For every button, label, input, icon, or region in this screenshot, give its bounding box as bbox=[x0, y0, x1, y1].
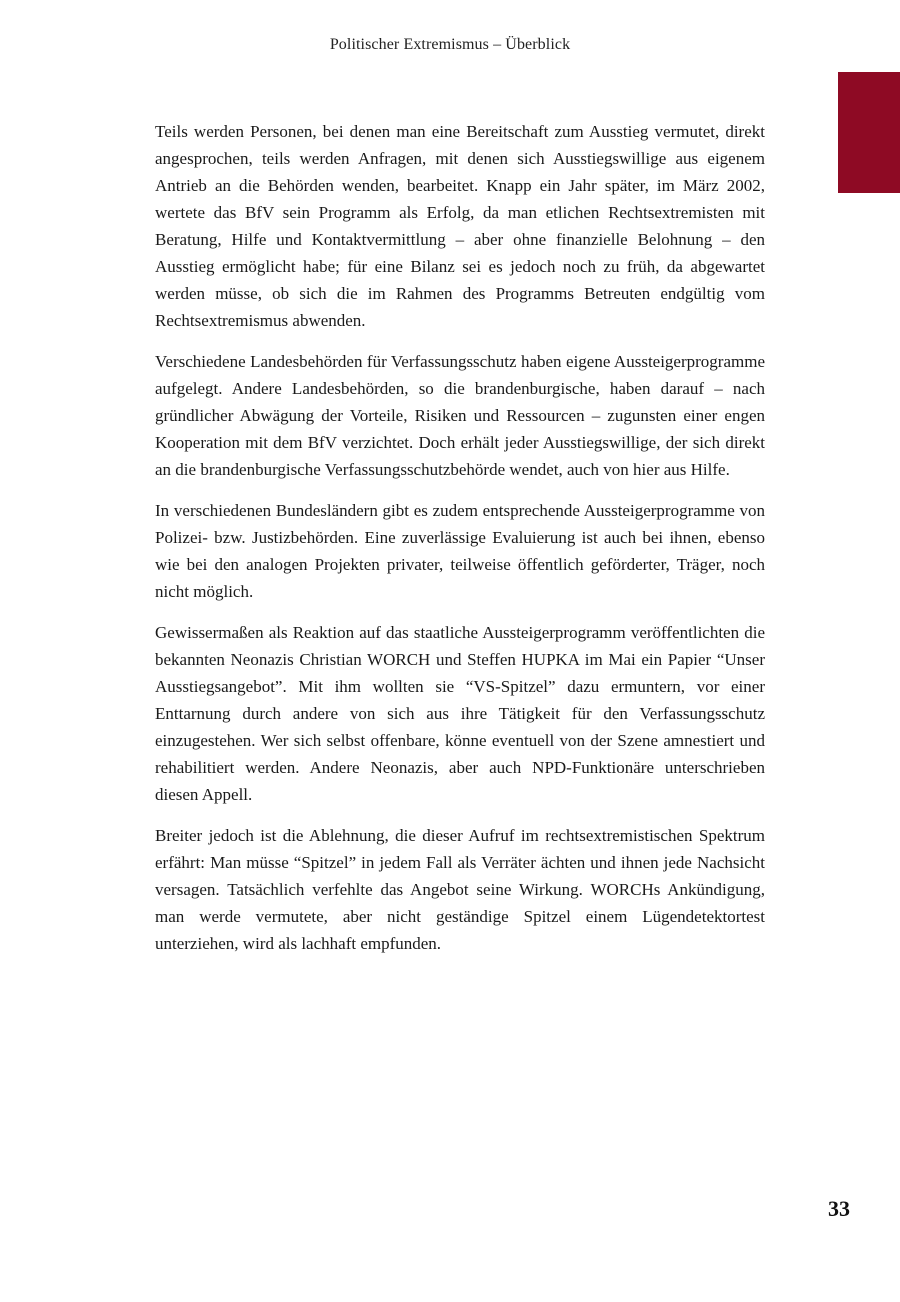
paragraph-3: In verschiedenen Bundesländern gibt es zudem entsprechende Aussteigerprogramme von Polizei- bzw. Justizbehörden. Eine zuverlässige Evaluierung ist auch bei ihnen, ebenso wie bei den analogen Projekten privater, teilweise öffentlich geförderter, Träger, noch nicht möglich. bbox=[155, 501, 765, 601]
paragraph-4: Gewissermaßen als Reaktion auf das staatliche Aussteigerprogramm veröffentlichten die bekannten Neonazis Christian WORCH und Steffen HUPKA im Mai ein Papier “Unser Ausstiegsangebot”. Mit ihm wollten sie “VS-Spitzel” dazu ermuntern, vor einer Enttarnung durch andere von sich aus ihre Tätigkeit für den Verfassungsschutz einzugestehen. Wer sich selbst offenbare, könne eventuell von der Szene amnestiert und rehabilitiert werden. Andere Neonazis, aber auch NPD-Funktionäre unterschrieben diesen Appell. bbox=[155, 623, 765, 804]
body-text bbox=[155, 118, 765, 971]
paragraph-5: Breiter jedoch ist die Ablehnung, die dieser Aufruf im rechtsextremistischen Spektrum erfährt: Man müsse “Spitzel” in jedem Fall als Verräter ächten und ihnen jede Nachsicht versagen. Tatsächlich verfehlte das Angebot seine Wirkung. WORCHs Ankündigung, man werde vermutete, aber nicht geständige Spitzel einem Lügendetektortest unterziehen, wird als lachhaft empfunden. bbox=[155, 826, 765, 953]
chapter-thumb-tab bbox=[838, 72, 900, 193]
page-number: 33 bbox=[828, 1196, 850, 1221]
paragraph-1: Teils werden Personen, bei denen man eine Bereitschaft zum Ausstieg vermutet, direkt angesprochen, teils werden Anfragen, mit denen sich Ausstiegswillige aus eigenem Antrieb an die Behörden wenden, bearbeitet. Knapp ein Jahr später, im März 2002, wertete das BfV sein Programm als Erfolg, da man etlichen Rechtsextremisten mit Beratung, Hilfe und Kontaktvermittlung – aber ohne finanzielle Belohnung – den Ausstieg ermöglicht habe; für eine Bilanz sei es jedoch noch zu früh, da abgewartet werden müsse, ob sich die im Rahmen des Programms Betreuten endgültig vom Rechtsextremismus abwenden. bbox=[155, 122, 765, 330]
running-header: Politischer Extremismus – Überblick bbox=[329, 36, 571, 53]
paragraph-2: Verschiedene Landesbehörden für Verfassungsschutz haben eigene Aussteigerprogramme aufgelegt. Andere Landesbehörden, so die brandenburgische, haben darauf – nach gründlicher Abwägung der Vorteile, Risiken und Ressourcen – zugunsten einer engen Kooperation mit dem BfV verzichtet. Doch erhält jeder Ausstiegswillige, der sich direkt an die brandenburgische Verfassungsschutzbehörde wendet, auch von hier aus Hilfe. bbox=[155, 352, 765, 479]
